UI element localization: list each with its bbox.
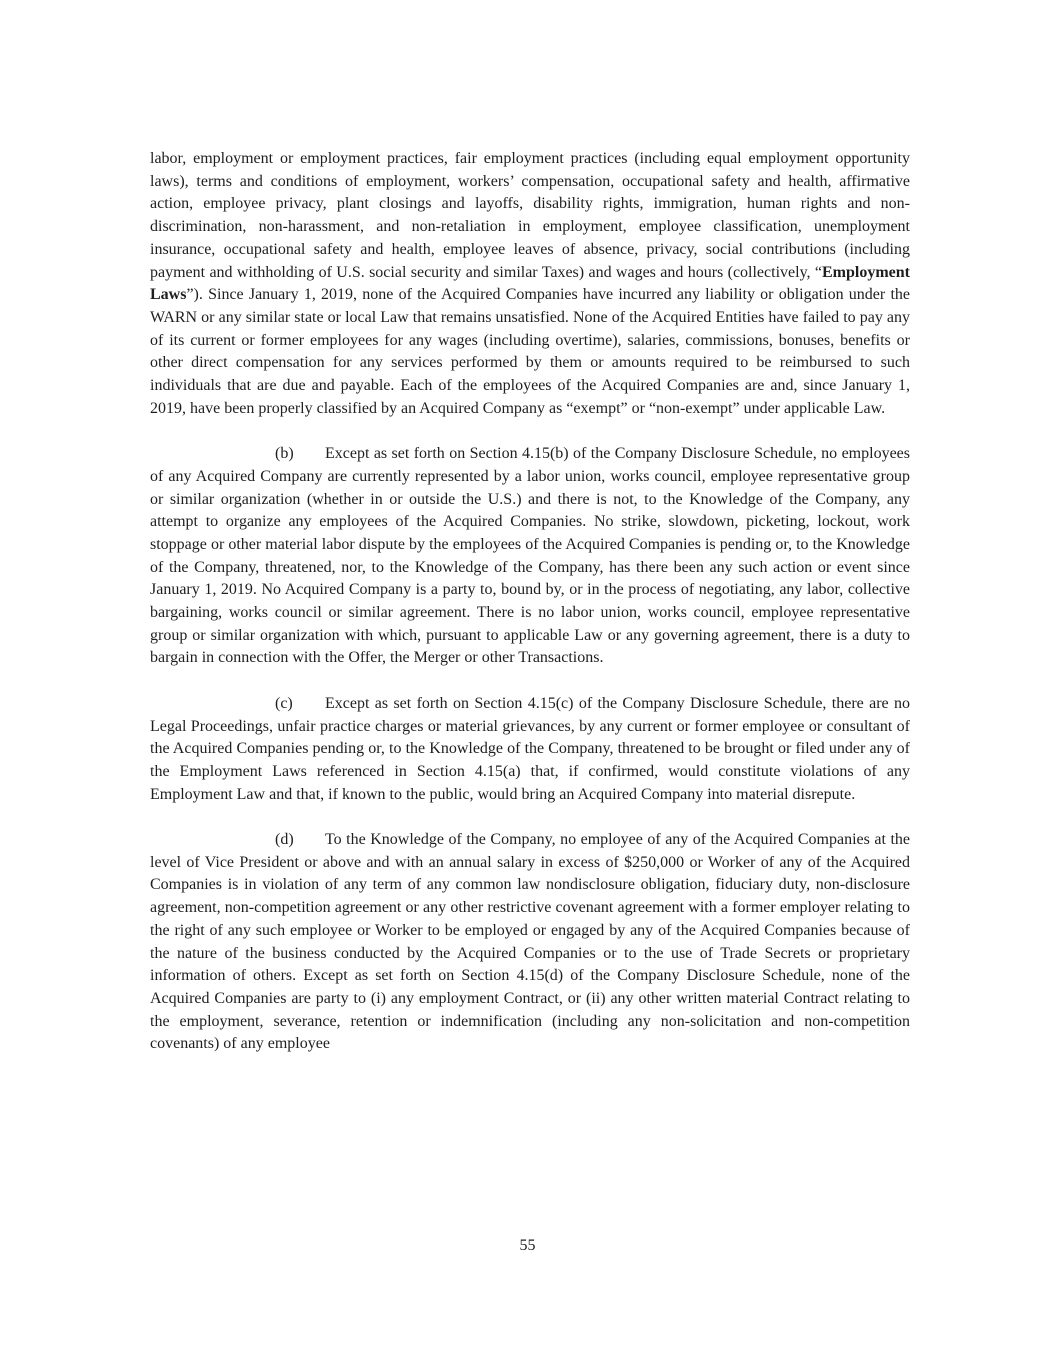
section-c-text: Except as set forth on Section 4.15(c) of the Company Disclosure Schedule, there are no Legal Proceedings, unfair practice charges or material grievances, by any current or former employee or consultant of the Acquired Companies pending or, to the Knowledge of the Company, threatened to be brought or filed under any of the Employment Laws referenced in Section 4.15(a) that, if confirmed, would constitute violations of any Employment Law and that, if known to the public, would bring an Acquired Company into material disrepute. xyxy=(150,694,910,803)
section-d-text: To the Knowledge of the Company, no employee of any of the Acquired Companies at the level of Vice President or above and with an annual salary in excess of $250,000 or Worker of any of the Acquired Companies is in violation of any term of any common law nondisclosure obligation, fiduciary duty, non-disclosure agreement, non-competition agreement or any other restrictive covenant agreement with a former employer relating to the right of any such employee or Worker to be employed or engaged by any of the Acquired Companies because of the nature of the business conducted by the Acquired Companies or to the use of Trade Secrets or proprietary information of others. Except as set forth on Section 4.15(d) of the Company Disclosure Schedule, none of the Acquired Companies are party to (i) any employment Contract, or (ii) any other written material Contract relating to the employment, severance, retention or indemnification (including any non-solicitation and non-competition covenants) of any employee xyxy=(150,831,910,1053)
section-d-paragraph xyxy=(150,829,910,1056)
section-d-label: (d) xyxy=(275,831,294,849)
defined-term-employment-laws: Employment Laws xyxy=(150,263,910,304)
page-number: 55 xyxy=(519,1237,536,1254)
section-b-paragraph xyxy=(150,443,910,670)
continuation-text-start: labor, employment or employment practices, fair employment practices (including equal employment opportunity laws), terms and conditions of employment, workers’ compensation, occupational safety and health, affirmative action, employee privacy, plant closings and layoffs, disability rights, immigration, human rights and non-discrimination, non-harassment, and non-retaliation in employment, employee classification, unemployment insurance, occupational safety and health, employee leaves of absence, privacy, social contributions (including payment and withholding of U.S. social security and similar Taxes) and wages and hours (collectively, “ xyxy=(150,150,910,281)
section-c-paragraph xyxy=(150,693,910,807)
section-c-label: (c) xyxy=(275,694,293,712)
document-body xyxy=(150,148,910,1079)
section-b-label: (b) xyxy=(275,445,294,463)
continuation-text-end: ”). Since January 1, 2019, none of the Acquired Companies have incurred any liability or obligation under the WARN or any similar state or local Law that remains unsatisfied. None of the Acquired Entities have failed to pay any of its current or former employees for any wages (including overtime), salaries, commissions, bonuses, benefits or other direct compensation for any services performed by them or amounts required to be reimbursed to such individuals that are due and payable. Each of the employees of the Acquired Companies are and, since January 1, 2019, have been properly classified by an Acquired Company as “exempt” or “non-exempt” under applicable Law. xyxy=(150,286,910,417)
section-b-text: Except as set forth on Section 4.15(b) of the Company Disclosure Schedule, no employees of any Acquired Company are currently represented by a labor union, works council, employee representative group or similar organization (whether in or outside the U.S.) and there is not, to the Knowledge of the Company, any attempt to organize any employees of the Acquired Companies. No strike, slowdown, picketing, lockout, work stoppage or other material labor dispute by the employees of the Acquired Companies is pending or, to the Knowledge of the Company, threatened, nor, to the Knowledge of the Company, has there been any such action or event since January 1, 2019. No Acquired Company is a party to, bound by, or in the process of negotiating, any labor, collective bargaining, works council or similar agreement. There is no labor union, works council, employee representative group or similar organization with which, pursuant to applicable Law or any governing agreement, there is a duty to bargain in connection with the Offer, the Merger or other Transactions. xyxy=(150,445,910,667)
continuation-paragraph xyxy=(150,148,910,420)
